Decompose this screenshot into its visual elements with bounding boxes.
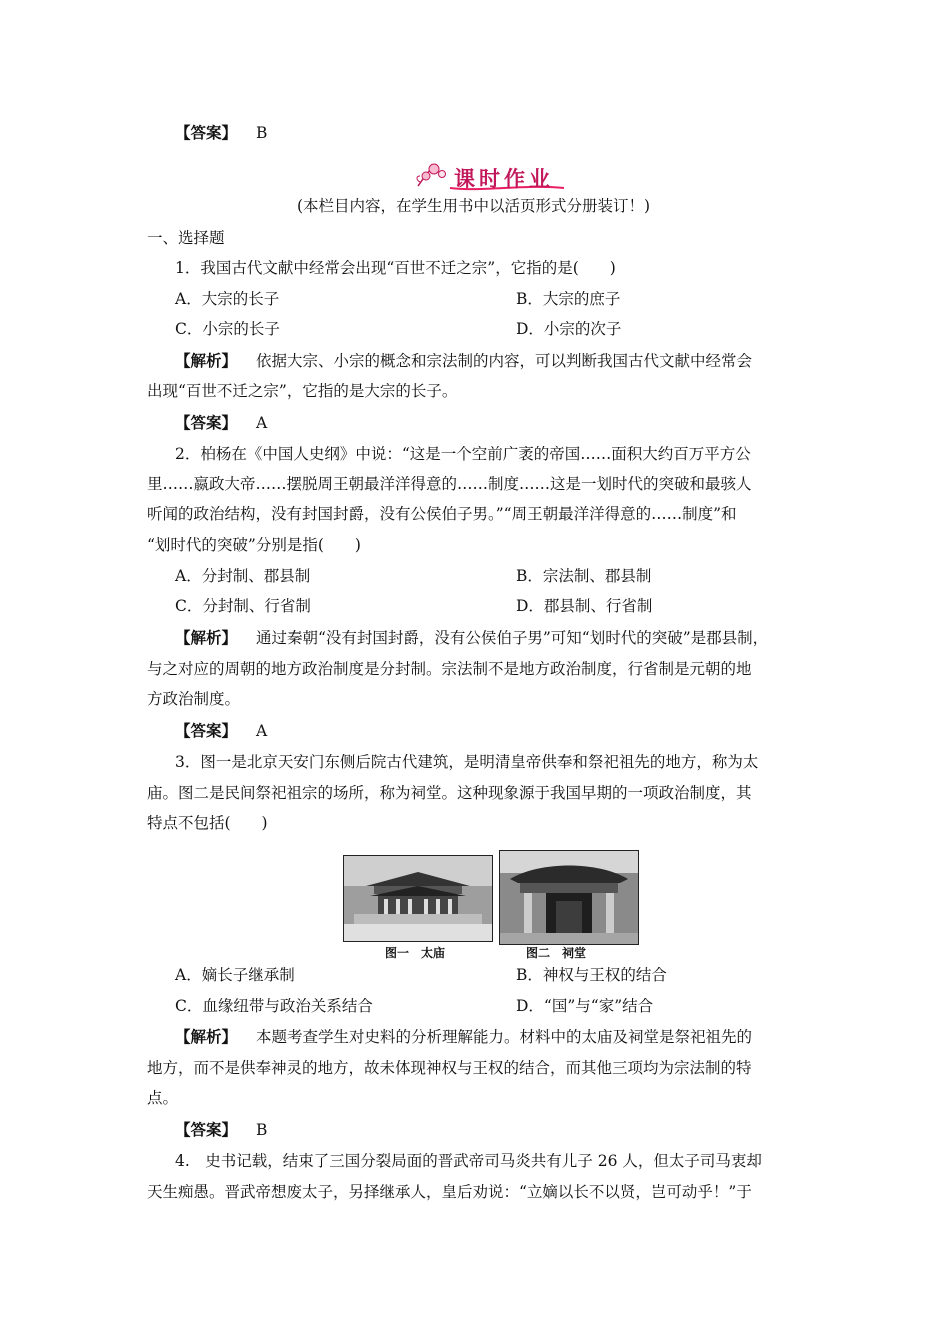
- q2-answer: [175, 721, 267, 741]
- q2-stem-line: “划时代的突破”分别是指( ): [147, 536, 361, 554]
- banner-title: 课时作业: [454, 167, 554, 191]
- q3-option-d: D．“国”与“家”结合: [516, 997, 654, 1015]
- q2-option-c: C．分封制、行省制: [175, 597, 311, 615]
- q3-option-c: C．血缘纽带与政治关系结合: [175, 997, 373, 1015]
- analysis-line: 本题考查学生对史料的分析理解能力。材料中的太庙及祠堂是祭祀祖先的: [255, 1028, 752, 1046]
- q1-stem: 1．我国古代文献中经常会出现“百世不迁之宗”，它指的是( ): [175, 259, 616, 277]
- q2-analysis: [175, 628, 768, 648]
- q3-stem-line: 3．图一是北京天安门东侧后院古代建筑，是明清皇帝供奉和祭祀祖先的地方，称为太: [175, 753, 759, 771]
- analysis-line: 点。: [147, 1089, 179, 1107]
- section-heading: 一、选择题: [147, 229, 225, 247]
- figure-taimiao: [343, 855, 493, 942]
- analysis-line: 依据大宗、小宗的概念和宗法制的内容，可以判断我国古代文献中经常会: [255, 352, 752, 370]
- analysis-label: 【解析】: [175, 629, 238, 647]
- answer-value: A: [255, 414, 268, 432]
- q2-stem-line: 2．柏杨在《中国人史纲》中说：“这是一个空前广袤的帝国……面积大约百万平方公: [175, 445, 751, 463]
- banner-note: (本栏目内容，在学生用书中以活页形式分册装订！): [297, 197, 651, 215]
- answer-label: 【答案】: [175, 124, 238, 142]
- q3-stem-line: 庙。图二是民间祭祀祖宗的场所，称为祠堂。这种现象源于我国早期的一项政治制度，其: [147, 784, 752, 802]
- q3-stem-line: 特点不包括( ): [147, 814, 268, 832]
- analysis-line: 地方，而不是供奉神灵的地方，故未体现神权与王权的结合，而其他三项均为宗法制的特: [147, 1059, 752, 1077]
- q1-option-a: A．大宗的长子: [175, 290, 280, 308]
- figure1-caption: 图一 太庙: [385, 946, 446, 960]
- section-banner: [414, 160, 570, 192]
- figure2-caption: 图二 祠堂: [526, 946, 587, 960]
- q3-option-a: A．嫡长子继承制: [175, 966, 295, 984]
- answer-label: 【答案】: [175, 722, 238, 740]
- q3-analysis: [175, 1027, 752, 1047]
- q2-option-a: A．分封制、郡县制: [175, 567, 311, 585]
- answer-label: 【答案】: [175, 1121, 238, 1139]
- q3-answer: [175, 1120, 267, 1140]
- answer-value: B: [255, 1121, 268, 1139]
- q1-option-b: B．大宗的庶子: [516, 290, 621, 308]
- analysis-label: 【解析】: [175, 352, 238, 370]
- q1-analysis: [175, 351, 752, 371]
- prev-answer: [175, 123, 267, 143]
- q2-stem-line: 听闻的政治结构，没有封国封爵，没有公侯伯子男。”“周王朝最洋洋得意的……制度”和: [147, 505, 737, 523]
- answer-value: B: [255, 124, 268, 142]
- q1-answer: [175, 413, 267, 433]
- q1-option-c: C．小宗的长子: [175, 320, 280, 338]
- figure-citang: [499, 850, 639, 945]
- analysis-line: 出现“百世不迁之宗”，它指的是大宗的长子。: [147, 382, 458, 400]
- q1-option-d: D．小宗的次子: [516, 320, 622, 338]
- q2-option-b: B．宗法制、郡县制: [516, 567, 652, 585]
- analysis-line: 与之对应的周朝的地方政治制度是分封制。宗法制不是地方政治制度，行省制是元朝的地: [147, 660, 752, 678]
- q4-stem-line: 4. 史书记载，结束了三国分裂局面的晋武帝司马炎共有儿子 26 人，但太子司马衷却: [175, 1152, 762, 1170]
- answer-value: A: [255, 722, 268, 740]
- analysis-line: 通过秦朝“没有封国封爵，没有公侯伯子男”可知“划时代的突破”是郡县制，: [255, 629, 769, 647]
- analysis-line: 方政治制度。: [147, 690, 241, 708]
- q3-option-b: B．神权与王权的结合: [516, 966, 667, 984]
- ancestral-hall-image: [500, 851, 638, 944]
- temple-image: [344, 856, 492, 941]
- analysis-label: 【解析】: [175, 1028, 238, 1046]
- q2-option-d: D．郡县制、行省制: [516, 597, 653, 615]
- q4-stem-line: 天生痴愚。晋武帝想废太子，另择继承人，皇后劝说：“立嫡以长不以贤，岂可动乎！”于: [147, 1183, 752, 1201]
- q2-stem-line: 里……嬴政大帝……摆脱周王朝最洋洋得意的……制度……这是一划时代的突破和最骇人: [147, 475, 752, 493]
- answer-label: 【答案】: [175, 414, 238, 432]
